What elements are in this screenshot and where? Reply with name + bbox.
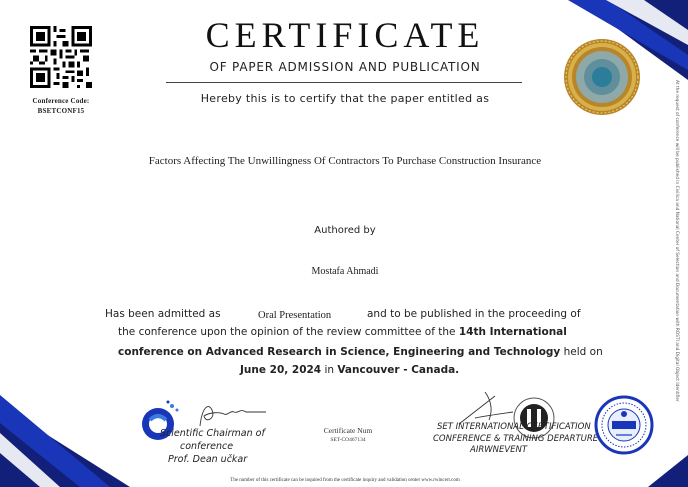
certificate-subtitle: OF PAPER ADMISSION AND PUBLICATION [209,60,481,74]
conference-name: conference on Advanced Research in Science, Engineering and Technology [118,346,561,358]
admitted-prefix: Has been admitted as [105,308,221,320]
conference-code-value: BSETCONF15 [37,107,85,115]
bottom-right-corner-decoration [648,455,688,487]
paper-title: Factors Affecting The Unwillingness Of Contractors To Purchase Construction Insurance [148,155,542,167]
presentation-type: Oral Presentation [258,310,332,321]
line3-text: held on [560,346,603,358]
side-note-text: At the request of conference will be published in Civilica and National Center of Selection and Documentation with ROSTI and Digital Object Identifier [674,80,679,402]
qr-code-icon [30,26,92,88]
conference-edition: 14th International [458,326,567,338]
line4-text: in [321,364,338,376]
admitted-suffix: and to be published in the proceeding of [367,308,581,320]
line2-text: the conference upon the opinion of the review committee of the [118,326,459,338]
bottom-left-corner-decoration [0,395,130,487]
conference-date: June 20, 2024 [240,364,322,376]
chairman-title-line-2: conference [180,441,234,452]
admission-line-2 [118,326,567,338]
certificate-badge-icon [594,395,654,455]
chairman-name: Prof. Dean učkar [168,454,248,465]
certificate-title: CERTIFICATE [205,15,485,55]
chairman-signature-icon [180,398,270,428]
admission-line-3 [118,346,603,358]
certificate-number-value: SET-CO467134 [330,437,366,443]
footer-note: The number of this certificate can be inquired from the certificate inquiry and validation center www.rwincert.com [230,478,460,483]
center-title-line-2: CONFERENCE & TRAINING DEPARTURE [433,434,599,444]
gold-seal-icon [562,37,642,117]
conference-code-label: Conference Code: [32,97,90,105]
certify-intro: Hereby this is to certify that the paper entitled as [200,92,490,105]
author-name: Mostafa Ahmadi [311,266,379,277]
certificate-number-label: Certificate Num [323,426,373,435]
admission-line-4 [240,364,459,376]
side-publication-note [670,80,682,410]
chairman-title: Scientific Chairman of [160,428,265,439]
center-title-line-1: SET INTERNATIONAL CERTIFICATION [437,422,591,432]
center-title-line-3: AIRWNEVENT [470,445,528,455]
title-divider [166,82,522,83]
authored-by-label: Authored by [314,225,376,236]
conference-location: Vancouver - Canada. [337,364,460,376]
conference-code [18,96,104,116]
